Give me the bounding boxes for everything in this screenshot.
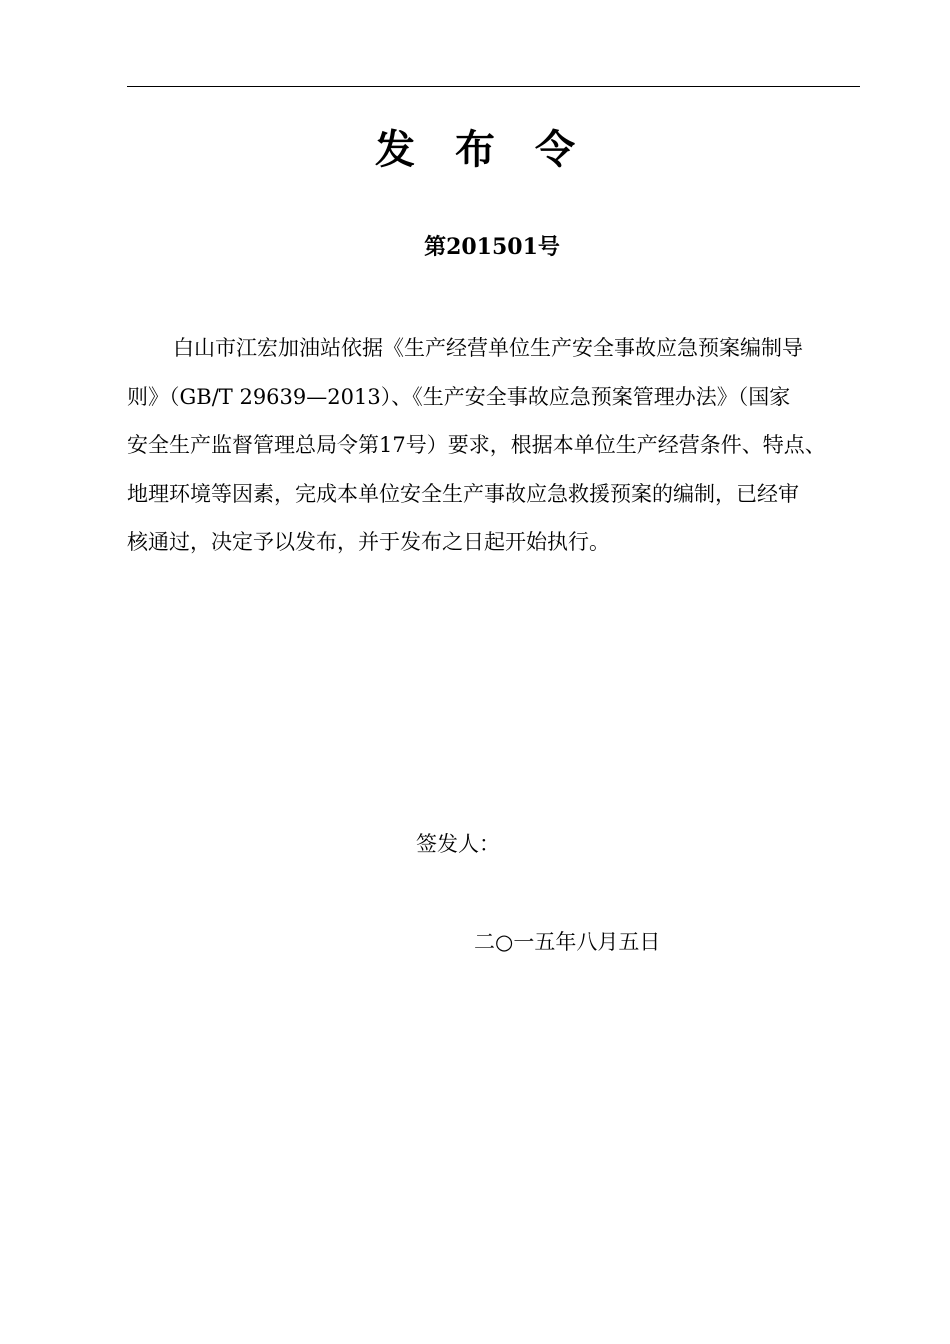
header-rule <box>127 86 860 87</box>
document-title: 发布令 <box>375 126 615 173</box>
body-line: 白山市江宏加油站依据《生产经营单位生产安全事故应急预案编制导 <box>173 336 803 360</box>
issue-date: 二○一五年八月五日 <box>474 930 661 954</box>
signer-label: 签发人： <box>416 832 500 856</box>
body-line: 安全生产监督管理总局令第17号）要求，根据本单位生产经营条件、特点、 <box>127 433 826 457</box>
body-line: 核通过，决定予以发布，并于发布之日起开始执行。 <box>127 530 610 554</box>
body-paragraph <box>127 328 887 571</box>
document-number: 第201501号 <box>424 234 560 260</box>
body-line: 则》（GB/T 29639—2013）、《生产安全事故应急预案管理办法》（国家 <box>127 384 791 409</box>
body-line: 地理环境等因素，完成本单位安全生产事故应急救援预案的编制，已经审 <box>127 481 799 506</box>
